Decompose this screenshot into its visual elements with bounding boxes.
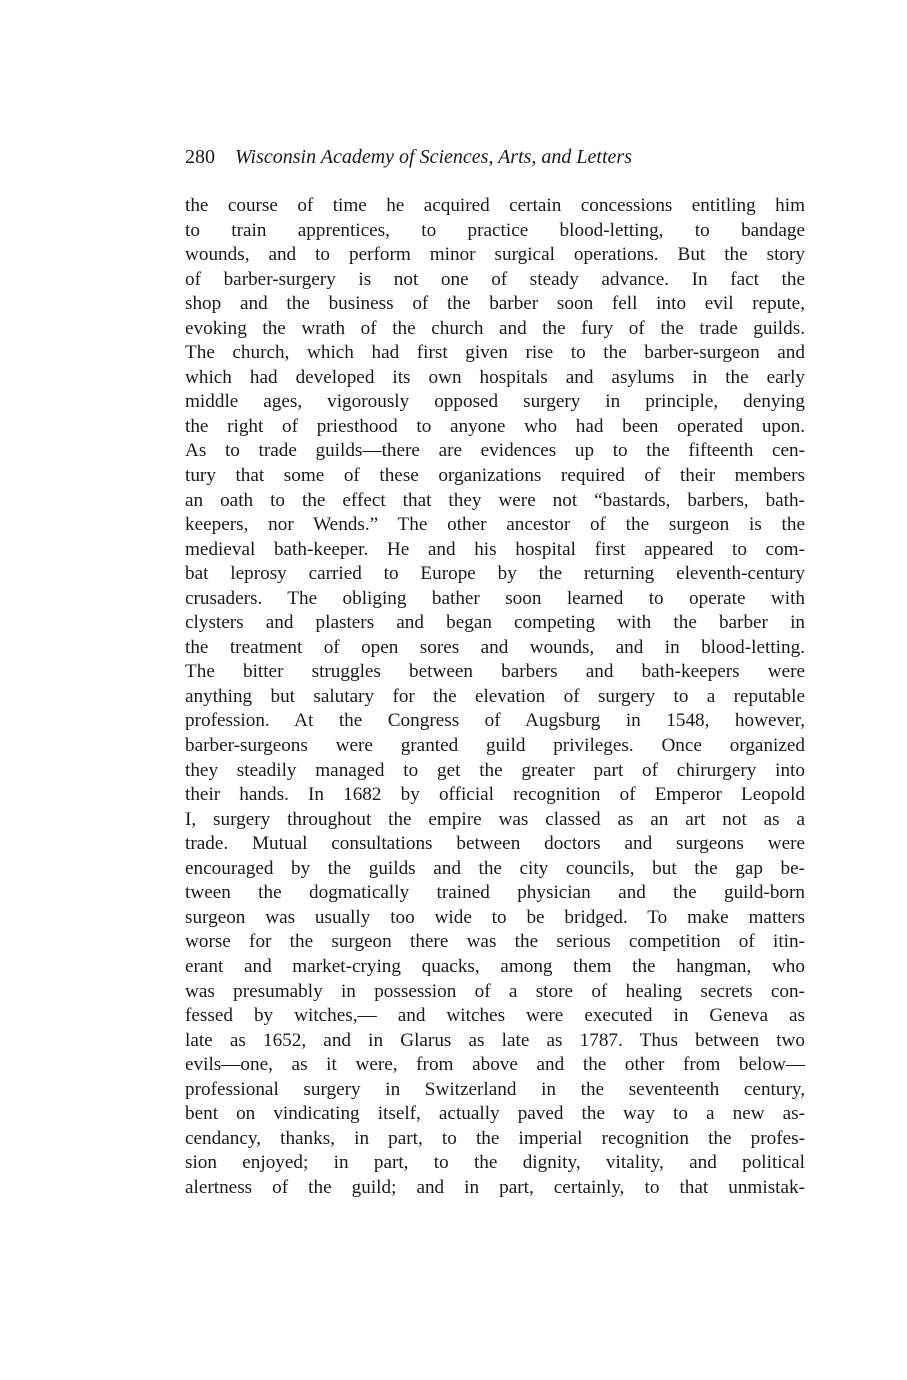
text-line: keepers, nor Wends.” The other ancestor of the surgeon is the [185, 514, 805, 536]
text-line: of barber-surgery is not one of steady advance. In fact the [185, 268, 805, 290]
text-line: middle ages, vigorously opposed surgery in principle, denying [185, 391, 805, 413]
text-line: the course of time he acquired certain concessions entitling him [185, 195, 805, 216]
text-line: anything but salutary for the elevation of surgery to a reputable [185, 685, 805, 707]
text-line: fessed by witches,— and witches were executed in Geneva as [185, 1005, 805, 1027]
text-line: cendancy, thanks, in part, to the imperial recognition the profes- [185, 1127, 805, 1149]
journal-title: Wisconsin Academy of Sciences, Arts, and Letters [235, 146, 632, 168]
text-line: evils—one, as it were, from above and the other from below— [185, 1054, 805, 1076]
text-line: sion enjoyed; in part, to the dignity, vitality, and political [185, 1152, 805, 1174]
text-line: late as 1652, and in Glarus as late as 1787. Thus between two [185, 1029, 805, 1051]
text-line: tween the dogmatically trained physician and the guild-born [185, 882, 805, 904]
text-line: their hands. In 1682 by official recognition of Emperor Leopold [185, 784, 805, 806]
text-line: alertness of the guild; and in part, certainly, to that unmistak- [185, 1176, 805, 1198]
text-line: profession. At the Congress of Augsburg in 1548, however, [185, 710, 805, 732]
text-line: trade. Mutual consultations between doctors and surgeons were [185, 833, 805, 855]
text-line: was presumably in possession of a store of healing secrets con- [185, 980, 805, 1002]
text-line: wounds, and to perform minor surgical operations. But the story [185, 244, 805, 266]
text-line: surgeon was usually too wide to be bridged. To make matters [185, 906, 805, 928]
running-head [185, 144, 805, 170]
text-line: tury that some of these organizations required of their members [185, 465, 805, 487]
text-line: crusaders. The obliging bather soon learned to operate with [185, 587, 805, 609]
text-line: barber-surgeons were granted guild privileges. Once organized [185, 735, 805, 757]
text-line: they steadily managed to get the greater part of chirurgery into [185, 759, 805, 781]
text-line: medieval bath-keeper. He and his hospital first appeared to com- [185, 538, 805, 560]
text-line: As to trade guilds—there are evidences up to the fifteenth cen- [185, 440, 805, 462]
text-line: the treatment of open sores and wounds, and in blood-letting. [185, 636, 805, 658]
body-paragraph [185, 194, 805, 1200]
text-line: bent on vindicating itself, actually paved the way to a new as- [185, 1103, 805, 1125]
text-line: the right of priesthood to anyone who had been operated upon. [185, 415, 805, 437]
page-number: 280 [185, 146, 215, 168]
text-line: I, surgery throughout the empire was classed as an art not as a [185, 808, 805, 830]
text-line: bat leprosy carried to Europe by the returning eleventh-century [185, 563, 805, 585]
text-line: worse for the surgeon there was the serious competition of itin- [185, 931, 805, 953]
text-line: which had developed its own hospitals and asylums in the early [185, 366, 805, 388]
text-line: shop and the business of the barber soon fell into evil repute, [185, 293, 805, 315]
text-line: clysters and plasters and began competing with the barber in [185, 612, 805, 634]
text-line: evoking the wrath of the church and the fury of the trade guilds. [185, 317, 805, 339]
text-line: encouraged by the guilds and the city councils, but the gap be- [185, 857, 805, 879]
text-line: to train apprentices, to practice blood-letting, to bandage [185, 219, 805, 241]
text-line: an oath to the effect that they were not “bastards, barbers, bath- [185, 489, 805, 511]
text-line: The church, which had first given rise to the barber-surgeon and [185, 342, 805, 364]
text-line: erant and market-crying quacks, among them the hangman, who [185, 955, 805, 977]
text-line: The bitter struggles between barbers and bath-keepers were [185, 661, 805, 683]
text-line: professional surgery in Switzerland in the seventeenth century, [185, 1078, 805, 1100]
